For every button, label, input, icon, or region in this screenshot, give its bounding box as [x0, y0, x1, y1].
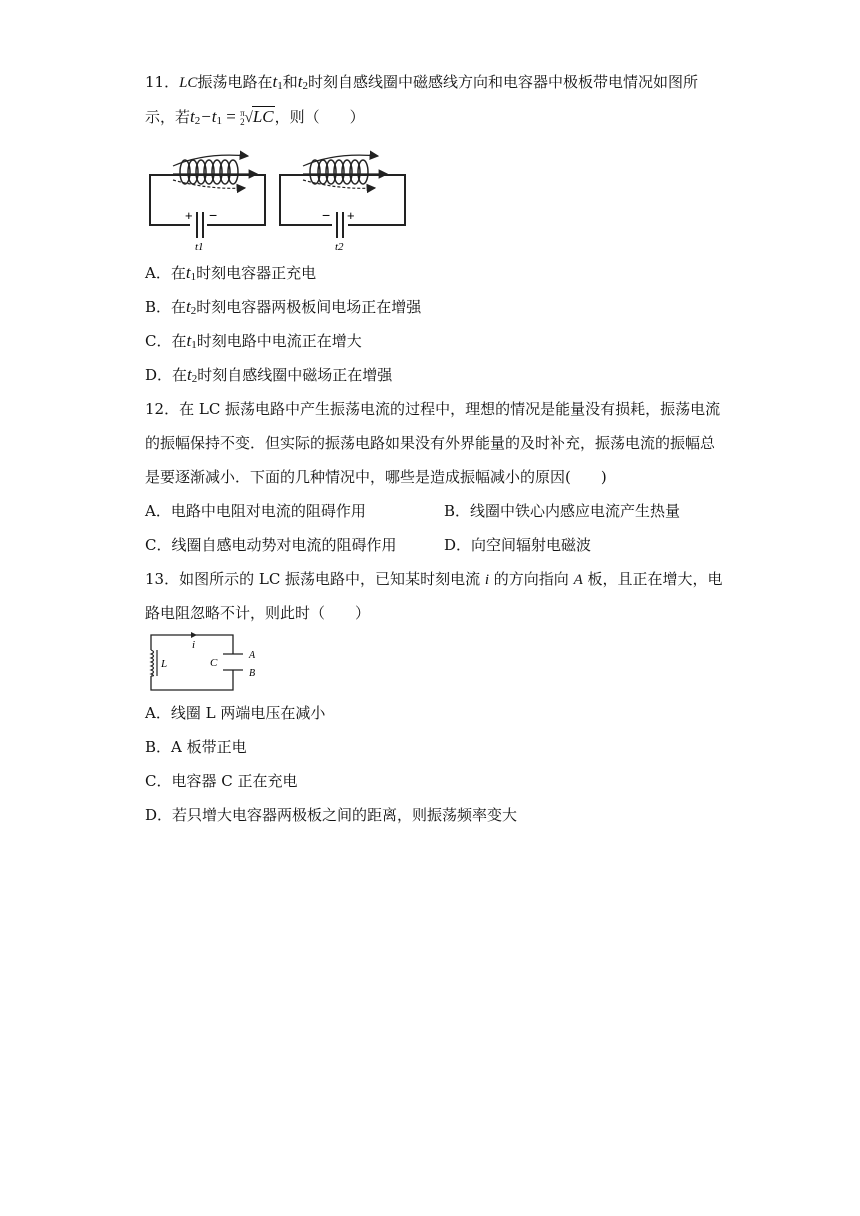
q12-option-a: A．电路中电阻对电流的阻碍作用 [145, 502, 366, 520]
q13-current-arrow [191, 632, 197, 638]
q11-stem-a: 振荡电路在 [197, 73, 273, 91]
q12-stem-line3: 是要逐渐减小．下面的几种情况中，哪些是造成振幅减小的原因( ) [145, 468, 607, 486]
q11-left-circuit [150, 175, 265, 238]
q13-option-d: D．若只增大电容器两极板之间的距离，则振荡频率变大 [145, 806, 518, 824]
q12-option-d: D．向空间辐射电磁波 [444, 536, 592, 554]
q11-left-coil [173, 155, 257, 188]
q13-current-label: i [192, 639, 196, 651]
q13-stem-line1: 13．如图所示的 LC 振荡电路中，已知某时刻电流 i 的方向指向 A 板，且正在增大，电 [145, 570, 723, 588]
q13-option-c: C．电容器 C 正在充电 [145, 772, 298, 790]
q11-option-d: D．在t2时刻自感线圈中磁场正在增强 [145, 365, 393, 385]
q11-option-c: C．在t1时刻电路中电流正在增大 [145, 331, 362, 351]
q11-right-circuit [280, 175, 405, 238]
left-plus-sign: + [185, 208, 193, 223]
right-minus-sign: − [322, 207, 331, 223]
t2-symbol: t2 [297, 72, 308, 92]
q13-capacitor-label: C [210, 657, 218, 669]
q13-inductor-label: L [161, 658, 168, 670]
q11-stem-line2 [145, 106, 365, 132]
lc-label: LC [179, 75, 198, 91]
q12-stem-line2: 的振幅保持不变．但实际的振荡电路如果没有外界能量的及时补充，振荡电流的振幅总 [145, 434, 716, 452]
q11-number: 11． [145, 73, 180, 91]
q11-option-a: A．在t1时刻电容器正充电 [145, 263, 317, 283]
q13-option-b: B．A 板带正电 [145, 738, 247, 756]
q13-stem-line2: 路电阻忽略不计，则此时（ ） [145, 604, 371, 622]
q13-option-a: A．线圈 L 两端电压在减小 [145, 704, 326, 722]
q11-line2-a: 示，若 [145, 108, 191, 126]
q11-circuit-figure [145, 150, 415, 255]
q13-inductor-coil [151, 650, 157, 676]
left-minus-sign: − [209, 207, 218, 223]
q11-and: 和 [282, 73, 298, 91]
q12-stem-line1: 12．在 LC 振荡电路中产生振荡电流的过程中，理想的情况是能量没有损耗，振荡电流 [145, 400, 721, 418]
q11-formula: t2−t1 = π 2√LC [190, 107, 274, 128]
left-time-label: t1 [195, 241, 204, 253]
q12-option-c: C．线圈自感电动势对电流的阻碍作用 [145, 536, 397, 554]
t1-symbol: t1 [272, 72, 283, 92]
q11-stem-line1 [145, 71, 698, 97]
right-plus-sign: + [347, 208, 355, 223]
q11-line2-b: ，则（ ） [274, 108, 365, 126]
q13-plate-b-label: B [249, 668, 256, 679]
q12-option-b: B．线圈中铁心内感应电流产生热量 [444, 502, 681, 520]
q11-stem-b: 时刻自感线圈中磁感线方向和电容器中极板带电情况如图所 [307, 73, 698, 91]
q13-circuit-figure [145, 630, 270, 695]
q11-option-b: B．在t2时刻电容器两极板间电场正在增强 [145, 297, 422, 317]
q13-plate-a-label: A [249, 650, 256, 661]
right-time-label: t2 [335, 241, 344, 253]
q11-right-coil [303, 155, 387, 188]
